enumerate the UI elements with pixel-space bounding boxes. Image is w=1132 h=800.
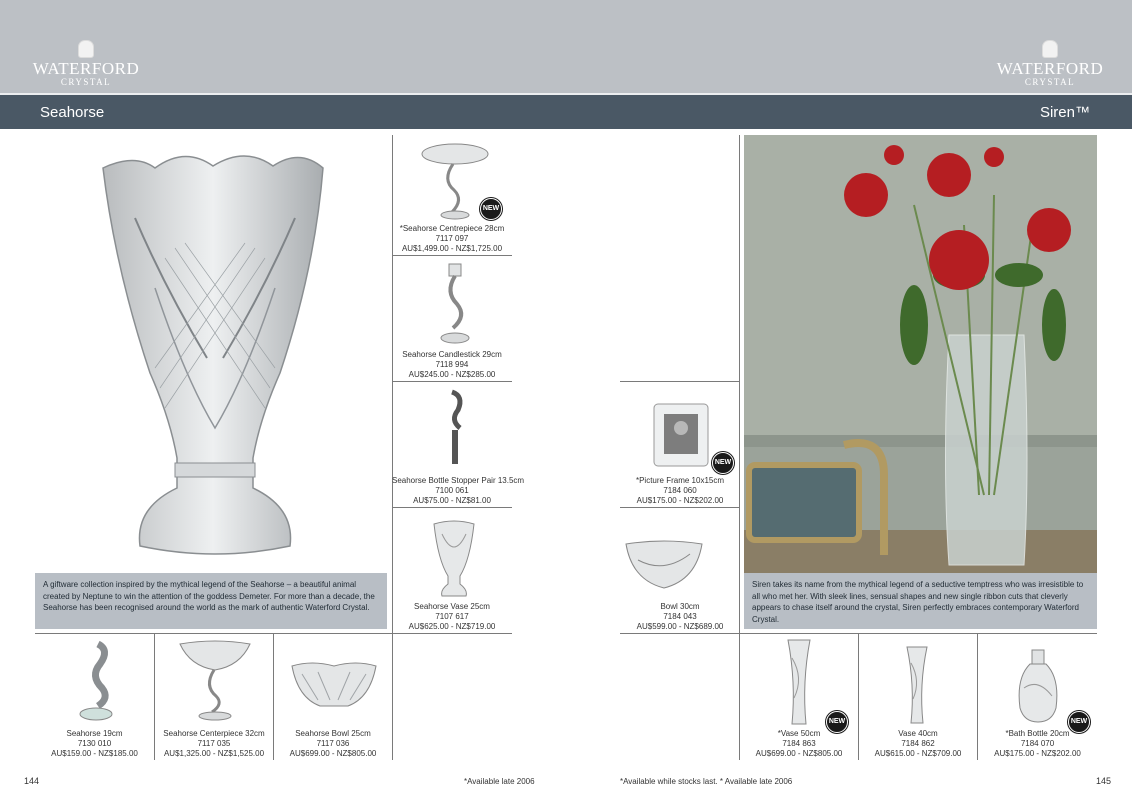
product-price: AU$615.00 - NZ$709.00 — [874, 749, 962, 758]
product-name: Vase 40cm — [898, 729, 938, 738]
left-footnote: *Available late 2006 — [464, 777, 535, 786]
seahorse-vase-large-image — [95, 148, 335, 566]
product-code: 7184 862 — [901, 739, 935, 748]
product-name: Bowl 30cm — [660, 602, 700, 611]
logo-subtitle: CRYSTAL — [1024, 77, 1076, 87]
product-price: AU$699.00 - NZ$805.00 — [755, 749, 843, 758]
product-price: AU$1,499.00 - NZ$1,725.00 — [401, 244, 503, 253]
product-name: *Vase 50cm — [777, 729, 821, 738]
siren-description: Siren takes its name from the mythical legend of a seductive temptress who was irresistible to all who met her. With sleek lines, sensual shapes and new single ribbon cuts that cleverly appears to chase itself around the crystal, Siren perfectly embraces contemporary Waterford Crystal. — [744, 573, 1097, 629]
product-name: Seahorse Bowl 25cm — [295, 729, 371, 738]
product-caption — [978, 729, 1097, 759]
product-code: 7117 097 — [435, 234, 469, 243]
new-badge: NEW — [826, 711, 848, 733]
siren-vase-40-image — [905, 645, 929, 725]
product-code: 7100 061 — [435, 486, 469, 495]
product-code: 7117 036 — [316, 739, 350, 748]
product-code: 7130 010 — [77, 739, 112, 748]
divider-line — [620, 381, 740, 382]
product-code: 7184 043 — [663, 612, 697, 621]
seahorse-bowl-image — [290, 660, 378, 710]
product-caption — [392, 350, 512, 380]
siren-bowl-image — [624, 540, 704, 592]
product-name: Seahorse Centerpiece 32cm — [163, 729, 265, 738]
product-code: 7184 060 — [663, 486, 697, 495]
new-badge: NEW — [1068, 711, 1090, 733]
product-caption — [155, 729, 273, 759]
header-band — [0, 0, 1132, 93]
divider-line — [739, 135, 740, 760]
divider-line — [620, 507, 740, 508]
seahorse-candlestick-image — [435, 262, 475, 346]
product-name: *Seahorse Centrepiece 28cm — [399, 224, 505, 233]
product-name: Seahorse 19cm — [66, 729, 123, 738]
siren-vase-50-image — [786, 638, 812, 726]
product-caption — [35, 729, 154, 759]
product-code: 7118 994 — [435, 360, 469, 369]
divider-line — [620, 633, 1097, 634]
product-price: AU$245.00 - NZ$285.00 — [408, 370, 496, 379]
product-price: AU$599.00 - NZ$689.00 — [636, 622, 724, 631]
siren-vase-flowers-photo — [744, 135, 1097, 573]
product-price: AU$75.00 - NZ$81.00 — [413, 496, 491, 505]
product-caption — [859, 729, 977, 759]
left-section-title: Seahorse — [40, 104, 105, 121]
logo-subtitle: CRYSTAL — [60, 77, 112, 87]
product-code: 7117 035 — [197, 739, 231, 748]
product-caption — [274, 729, 392, 759]
seahorse-centerpiece-32-image — [178, 640, 252, 722]
divider-line — [392, 255, 512, 256]
divider-line — [35, 633, 512, 634]
logo-wordmark: WATERFORD — [996, 59, 1104, 78]
product-code: 7184 070 — [1020, 739, 1055, 748]
product-name: Seahorse Candlestick 29cm — [402, 350, 502, 359]
product-name: Seahorse Bottle Stopper Pair 13.5cm — [392, 476, 525, 485]
page-number-left: 144 — [24, 776, 40, 786]
product-price: AU$699.00 - NZ$805.00 — [289, 749, 377, 758]
seahorse-crest-icon — [78, 40, 94, 58]
new-badge: NEW — [480, 198, 502, 220]
product-caption — [392, 602, 512, 632]
product-price: AU$175.00 - NZ$202.00 — [636, 496, 724, 505]
product-caption — [392, 224, 512, 254]
waterford-logo-left — [31, 40, 141, 87]
product-name: *Bath Bottle 20cm — [1005, 729, 1070, 738]
seahorse-description: A giftware collection inspired by the mythical legend of the Seahorse – a beautiful animal created by Neptune to win the attention of the goddess Demeter. For more than a decade, the Seahorse has been recognised around the world as the mark of authentic Waterford Crystal. — [35, 573, 387, 629]
product-price: AU$625.00 - NZ$719.00 — [408, 622, 496, 631]
product-code: 7107 617 — [435, 612, 469, 621]
seahorse-bottle-stopper-image — [438, 388, 472, 468]
page-number-right: 145 — [1096, 776, 1112, 786]
product-price: AU$175.00 - NZ$202.00 — [994, 749, 1081, 758]
product-name: *Picture Frame 10x15cm — [635, 476, 725, 485]
product-caption — [620, 476, 740, 506]
title-band — [0, 95, 1132, 129]
seahorse-crest-icon — [1042, 40, 1058, 58]
logo-wordmark: WATERFORD — [32, 59, 140, 78]
divider-line — [392, 507, 512, 508]
right-footnote: *Available while stocks last. * Available late 2006 — [620, 777, 793, 786]
product-price: AU$1,325.00 - NZ$1,525.00 — [163, 749, 265, 758]
product-code: 7184 863 — [782, 739, 816, 748]
right-section-title: Siren™ — [1039, 104, 1090, 121]
divider-line — [392, 381, 512, 382]
seahorse-vase-25-image — [432, 520, 476, 598]
new-badge: NEW — [712, 452, 734, 474]
product-caption — [620, 602, 740, 632]
product-caption — [392, 476, 525, 506]
siren-bath-bottle-image — [1016, 648, 1060, 724]
product-name: Seahorse Vase 25cm — [414, 602, 490, 611]
waterford-logo-right — [995, 40, 1105, 87]
product-caption — [740, 729, 858, 759]
seahorse-figurine-image — [76, 640, 116, 722]
siren-picture-frame-image — [652, 402, 710, 468]
product-price: AU$159.00 - NZ$185.00 — [51, 749, 138, 758]
